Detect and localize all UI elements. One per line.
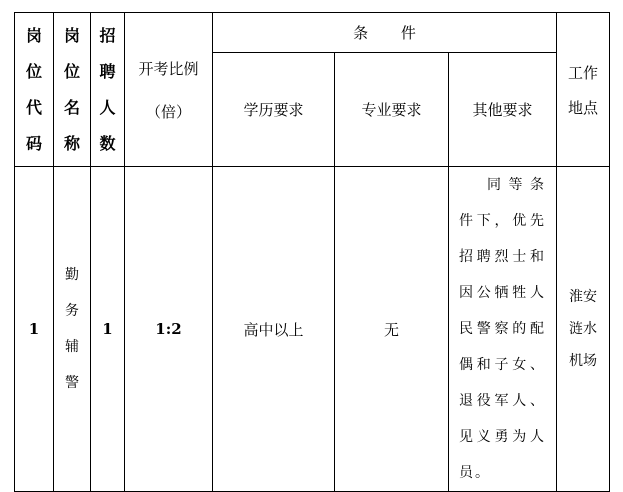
cell-recruit-count: 1 bbox=[91, 167, 125, 492]
header-conditions bbox=[213, 13, 557, 53]
header-post-name-char: 名 bbox=[63, 97, 80, 117]
header-post-code-char: 码 bbox=[25, 133, 42, 153]
cell-ratio: 1:2 bbox=[125, 167, 213, 492]
cell-post-name-char: 勤 bbox=[65, 267, 79, 283]
header-post-code bbox=[15, 13, 54, 167]
cell-location-line: 淮安 bbox=[569, 289, 597, 305]
header-ratio bbox=[125, 13, 213, 167]
header-post-name bbox=[54, 13, 91, 167]
header-post-name-char: 位 bbox=[63, 61, 80, 81]
cell-post-name-char: 辅 bbox=[65, 339, 79, 355]
header-education: 学历要求 bbox=[213, 53, 335, 167]
cell-location bbox=[557, 167, 610, 492]
header-recruit-count-char: 聘 bbox=[99, 61, 116, 81]
header-recruit-count-char: 招 bbox=[99, 25, 116, 45]
header-other: 其他要求 bbox=[449, 53, 557, 167]
header-post-name-char: 称 bbox=[63, 133, 80, 153]
header-post-name-char: 岗 bbox=[63, 25, 80, 45]
header-recruit-count bbox=[91, 13, 125, 167]
cell-post-name bbox=[54, 167, 91, 492]
cell-post-name-char: 务 bbox=[65, 303, 79, 319]
header-recruit-count-char: 数 bbox=[99, 133, 116, 153]
table-row bbox=[15, 167, 610, 492]
header-location bbox=[557, 13, 610, 167]
cell-location-line: 机场 bbox=[569, 353, 597, 369]
cell-other-text: 同等条件下，优先招聘烈士和因公牺牲人民警察的配偶和子女、退役军人、见义勇为人员。 bbox=[459, 177, 546, 481]
cell-post-code: 1 bbox=[15, 167, 54, 492]
header-location-line2: 地点 bbox=[567, 98, 598, 117]
header-post-code-char: 代 bbox=[25, 97, 42, 117]
cell-education: 高中以上 bbox=[213, 167, 335, 492]
header-major: 专业要求 bbox=[335, 53, 449, 167]
header-ratio-line1: 开考比例 bbox=[138, 59, 199, 78]
cell-major: 无 bbox=[335, 167, 449, 492]
recruitment-table bbox=[14, 12, 610, 492]
cell-post-name-char: 警 bbox=[65, 375, 79, 391]
header-location-line1: 工作 bbox=[567, 63, 598, 82]
header-post-code-char: 岗 bbox=[25, 25, 42, 45]
cell-other bbox=[449, 167, 557, 492]
header-conditions-label: 条 件 bbox=[353, 24, 430, 42]
cell-location-line: 涟水 bbox=[569, 321, 597, 337]
header-post-code-char: 位 bbox=[25, 61, 42, 81]
header-recruit-count-char: 人 bbox=[99, 97, 116, 117]
header-ratio-line2: （倍） bbox=[145, 102, 191, 121]
